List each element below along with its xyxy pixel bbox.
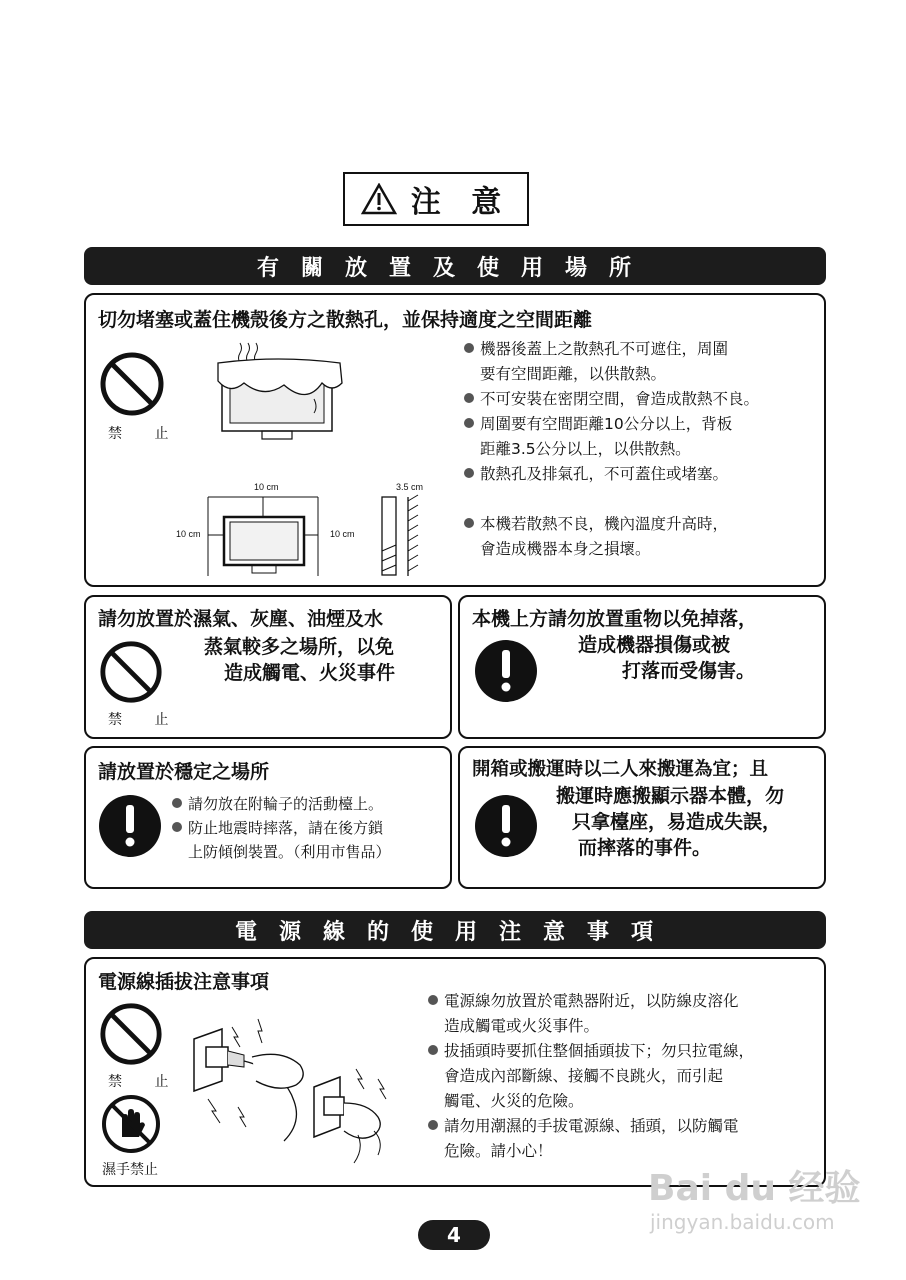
- prohibit-label: 禁 止: [108, 1074, 183, 1090]
- bullet-item: 上防傾倒裝置。（利用市售品）: [188, 843, 391, 861]
- panel-heading: 切勿堵塞或蓋住機殼後方之散熱孔，並保持適度之空間距離: [98, 309, 593, 331]
- dim-right: 10 cm: [330, 529, 355, 539]
- panel-ventilation: [84, 293, 826, 587]
- bullet-item: 防止地震時摔落，請在後方鎖: [172, 816, 391, 840]
- bullet-item: 會造成內部斷線、接觸不良跳火，而引起: [444, 1067, 724, 1085]
- dim-back: 3.5 cm: [396, 482, 424, 492]
- bullet-item: 造成觸電或火災事件。: [444, 1017, 600, 1035]
- carry-line-1: 開箱或搬運時以二人來搬運為宜；且: [472, 759, 769, 780]
- mandatory-exclamation-icon: [474, 639, 538, 703]
- dim-left: 10 cm: [176, 529, 201, 539]
- section-band-power-cord: 電源線的使用注意事項: [84, 911, 826, 949]
- panel-power-cord: [84, 957, 826, 1187]
- covered-tv-illustration: [214, 337, 344, 447]
- bullet-item: 電源線勿放置於電熱器附近，以防線皮溶化: [428, 989, 754, 1014]
- stable-heading: 請放置於穩定之場所: [98, 761, 270, 783]
- bullet-item: 周圍要有空間距離10公分以上，背板: [464, 412, 759, 437]
- bullet-item: 觸電、火災的危險。: [444, 1092, 584, 1110]
- bullet-item: 散熱孔及排氣孔，不可蓋住或堵塞。: [464, 462, 759, 487]
- power-heading: 電源線插拔注意事項: [98, 971, 270, 993]
- wet-hands-label: 濕手禁止: [102, 1162, 158, 1178]
- bullet-item: 會造成機器本身之損壞。: [480, 540, 651, 558]
- panel-humidity: [84, 595, 452, 739]
- carry-line-2: 搬運時應搬顯示器本體，勿: [556, 785, 785, 807]
- bullet-item: 不可安裝在密閉空間，會造成散熱不良。: [464, 387, 759, 412]
- bullet-item: 距離3.5公分以上，以供散熱。: [480, 440, 691, 458]
- mandatory-exclamation-icon: [474, 794, 538, 858]
- humid-line-1: 請勿放置於濕氣、灰塵、油煙及水: [98, 608, 384, 630]
- bullet-item: 請勿用潮濕的手拔電源線、插頭，以防觸電: [428, 1114, 754, 1139]
- vent-bullets: [464, 337, 759, 562]
- heavy-line-2: 造成機器損傷或被: [578, 634, 731, 656]
- section-band-placement: 有關放置及使用場所: [84, 247, 826, 285]
- warning-triangle-icon: [361, 183, 397, 215]
- watermark-brand: Bai du 经验: [648, 1168, 861, 1209]
- panel-heavy-objects: [458, 595, 826, 739]
- panel-stable-place: [84, 746, 452, 889]
- humid-line-2: 蒸氣較多之場所，以免: [204, 636, 395, 658]
- dim-top: 10 cm: [254, 482, 279, 492]
- page-number: 4: [418, 1220, 490, 1250]
- prohibit-label: 禁 止: [108, 426, 183, 442]
- no-wet-hands-icon: [100, 1093, 162, 1155]
- panel-carrying: [458, 746, 826, 889]
- mandatory-exclamation-icon: [98, 794, 162, 858]
- caution-title: 注 意: [410, 185, 512, 220]
- bullet-item: 拔插頭時要抓住整個插頭拔下；勿只拉電線，: [428, 1039, 754, 1064]
- prohibit-label: 禁 止: [108, 712, 183, 728]
- heavy-line-3: 打落而受傷害。: [622, 660, 756, 682]
- carry-line-3: 只拿檯座，易造成失誤，: [572, 811, 782, 833]
- bullet-item: 請勿放在附輪子的活動檯上。: [172, 792, 391, 816]
- prohibited-icon: [98, 1001, 164, 1067]
- stable-bullets: [172, 792, 391, 864]
- power-bullets: [428, 989, 754, 1164]
- bullet-item: 本機若散熱不良，機內溫度升高時，: [464, 512, 759, 537]
- bullet-item: 機器後蓋上之散熱孔不可遮住，周圍: [464, 337, 759, 362]
- watermark-url: jingyan.baidu.com: [650, 1210, 835, 1234]
- prohibited-icon: [98, 639, 164, 705]
- caution-title-box: [343, 172, 529, 226]
- bullet-item: 要有空間距離，以供散熱。: [480, 365, 667, 383]
- carry-line-4: 而摔落的事件。: [578, 837, 712, 859]
- prohibited-icon: [98, 350, 166, 418]
- humid-line-3: 造成觸電、火災事件: [224, 662, 396, 684]
- unplugging-illustration: [188, 999, 408, 1169]
- heavy-line-1: 本機上方請勿放置重物以免掉落，: [472, 608, 758, 630]
- clearance-diagram: [172, 481, 462, 581]
- bullet-item: 危險。請小心！: [444, 1142, 553, 1160]
